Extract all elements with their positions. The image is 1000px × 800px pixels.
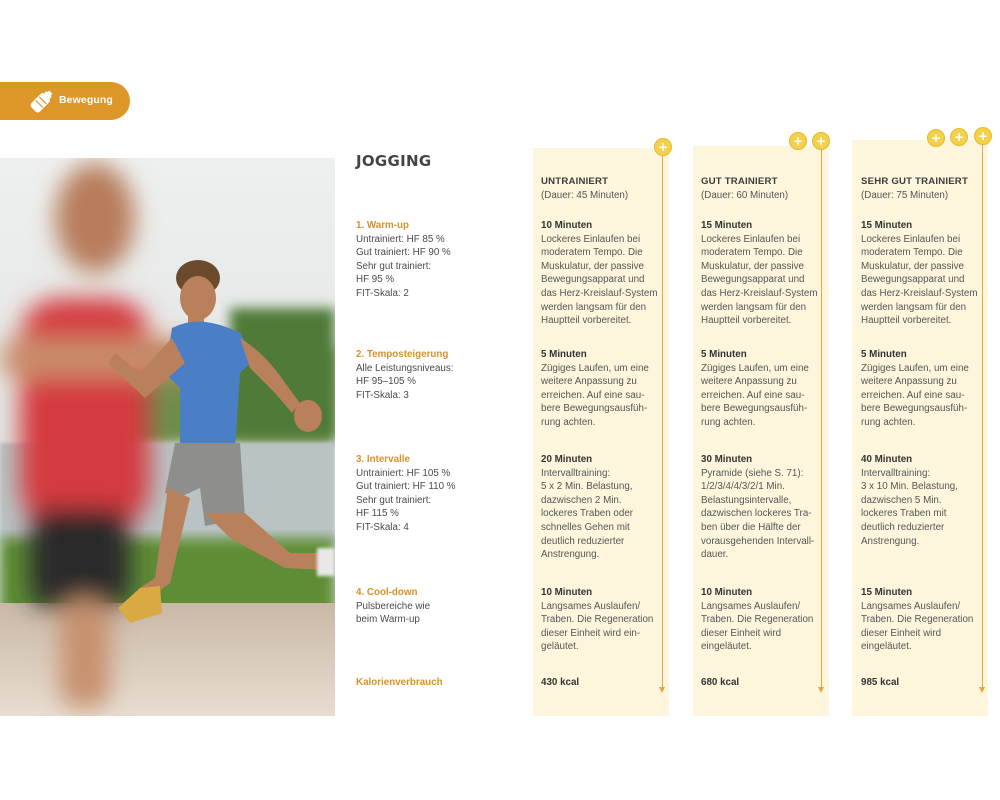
plus-icon: +	[789, 132, 807, 150]
cell-time: 15 Minuten	[861, 220, 913, 231]
plus-icon: +	[950, 128, 968, 146]
phase-line: FIT-Skala: 3	[356, 389, 409, 401]
phase-title: 3. Intervalle	[356, 454, 410, 465]
level-duration: (Dauer: 75 Minuten)	[861, 189, 949, 201]
tab-label: Bewegung	[59, 94, 113, 106]
level-name: GUT TRAINIERT	[701, 176, 778, 187]
cell-text: Zügiges Laufen, um eine weitere Anpassung zu erreichen. Auf eine sau- bere Bewegungsausfüh- rung achten.	[701, 362, 809, 428]
cell-text: Zügiges Laufen, um eine weitere Anpassung zu erreichen. Auf eine sau- bere Bewegungsausfüh- rung achten.	[541, 362, 649, 428]
level-cell	[861, 453, 985, 548]
cell-time: 15 Minuten	[701, 220, 753, 231]
arrow-down-icon	[818, 687, 824, 693]
section-tab	[0, 82, 130, 120]
level-cell	[701, 453, 825, 562]
phase-line: Gut trainiert: HF 90 %	[356, 247, 451, 259]
cell-text: Lockeres Einlaufen bei moderatem Tempo. Die Muskulatur, der passive Bewegungsapparat und das Herz-Kreislauf-System werden langsam für den Hauptteil vorbereitet.	[701, 233, 818, 327]
level-duration: (Dauer: 45 Minuten)	[541, 189, 629, 201]
level-cell	[861, 219, 985, 328]
phase-line: beim Warm-up	[356, 614, 420, 626]
cell-text: Lockeres Einlaufen bei moderatem Tempo. Die Muskulatur, der passive Bewegungsapparat und das Herz-Kreislauf-System werden langsam für den Hauptteil vorbereitet.	[541, 233, 658, 327]
level-name: SEHR GUT TRAINIERT	[861, 176, 968, 187]
calorie-value: 430 kcal	[541, 677, 580, 688]
phase-line: Pulsbereiche wie	[356, 600, 431, 612]
calorie-value: 680 kcal	[701, 677, 740, 688]
plus-icon: +	[974, 127, 992, 145]
level-header	[541, 175, 628, 202]
level-header	[701, 175, 788, 202]
phase-title: 2. Temposteigerung	[356, 349, 449, 360]
level-cell	[861, 586, 985, 654]
level-cell	[541, 348, 665, 430]
phase-line: HF 95 %	[356, 274, 395, 286]
cell-time: 15 Minuten	[861, 587, 913, 598]
cell-time: 5 Minuten	[861, 349, 907, 360]
level-cell	[701, 586, 825, 654]
arrow-down-icon	[659, 687, 665, 693]
cell-text: Lockeres Einlaufen bei moderatem Tempo. Die Muskulatur, der passive Bewegungsapparat und das Herz-Kreislauf-System werden langsam für den Hauptteil vorbereitet.	[861, 233, 978, 327]
calorie-label: Kalorienverbrauch	[356, 677, 443, 688]
cell-time: 10 Minuten	[541, 587, 593, 598]
cell-text: Zügiges Laufen, um eine weitere Anpassung zu erreichen. Auf eine sau- bere Bewegungsausfüh- rung achten.	[861, 362, 969, 428]
page-title: JOGGING	[356, 152, 432, 170]
level-name: UNTRAINIERT	[541, 176, 609, 187]
phase-line: HF 95–105 %	[356, 376, 416, 388]
plus-icon: +	[654, 138, 672, 156]
cell-text: Langsames Auslaufen/ Traben. Die Regeneration dieser Einheit wird eingeläutet.	[861, 600, 974, 653]
bottle-icon	[28, 88, 56, 114]
phase-title: 1. Warm-up	[356, 220, 409, 231]
phase-intervalle	[356, 453, 521, 535]
phase-line: FIT-Skala: 4	[356, 521, 409, 533]
level-duration: (Dauer: 60 Minuten)	[701, 189, 789, 201]
phase-cool-down	[356, 586, 521, 627]
plus-icon: +	[812, 132, 830, 150]
cell-time: 30 Minuten	[701, 454, 753, 465]
level-cell	[541, 219, 665, 328]
level-cell	[541, 586, 665, 654]
cell-time: 20 Minuten	[541, 454, 593, 465]
phase-line: Untrainiert: HF 85 %	[356, 233, 445, 245]
cell-text: Intervalltraining: 5 x 2 Min. Belastung, dazwischen 2 Min. lockeres Traben oder schnelles Gehen mit deutlich reduzierter Anstrengung.	[541, 467, 634, 561]
level-header	[861, 175, 968, 202]
cell-text: Langsames Auslaufen/ Traben. Die Regeneration dieser Einheit wird ein- geläutet.	[541, 600, 654, 653]
cell-text: Pyramide (siehe S. 71): 1/2/3/4/4/3/2/1 Min. Belastungsintervalle, dazwischen lockeres Tra- ben über die Hälfte der vorausgehenden Intervall- dauer.	[701, 467, 815, 561]
arrow-down-icon	[979, 687, 985, 693]
phase-line: HF 115 %	[356, 508, 399, 520]
level-cell	[701, 348, 825, 430]
plus-icon: +	[927, 129, 945, 147]
level-cell	[861, 348, 985, 430]
calorie-value: 985 kcal	[861, 677, 900, 688]
phase-line: Alle Leistungsniveaus:	[356, 362, 454, 374]
cell-time: 5 Minuten	[701, 349, 747, 360]
runner-photo	[0, 158, 335, 716]
level-cell	[541, 453, 665, 562]
cell-text: Langsames Auslaufen/ Traben. Die Regeneration dieser Einheit wird eingeläutet.	[701, 600, 814, 653]
phase-line: Gut trainiert: HF 110 %	[356, 481, 456, 493]
phase-line: Sehr gut trainiert:	[356, 494, 432, 506]
phase-warm-up	[356, 219, 521, 301]
cell-time: 10 Minuten	[701, 587, 753, 598]
cell-time: 10 Minuten	[541, 220, 593, 231]
phase-line: Sehr gut trainiert:	[356, 260, 432, 272]
phase-title: 4. Cool-down	[356, 587, 418, 598]
cell-time: 5 Minuten	[541, 349, 587, 360]
level-cell	[701, 219, 825, 328]
phase-temposteigerung	[356, 348, 521, 402]
cell-time: 40 Minuten	[861, 454, 913, 465]
cell-text: Intervalltraining: 3 x 10 Min. Belastung, dazwischen 5 Min. lockeres Traben mit deutlich reduzierter Anstrengung.	[861, 467, 958, 547]
phase-line: FIT-Skala: 2	[356, 287, 409, 299]
phase-line: Untrainiert: HF 105 %	[356, 467, 451, 479]
